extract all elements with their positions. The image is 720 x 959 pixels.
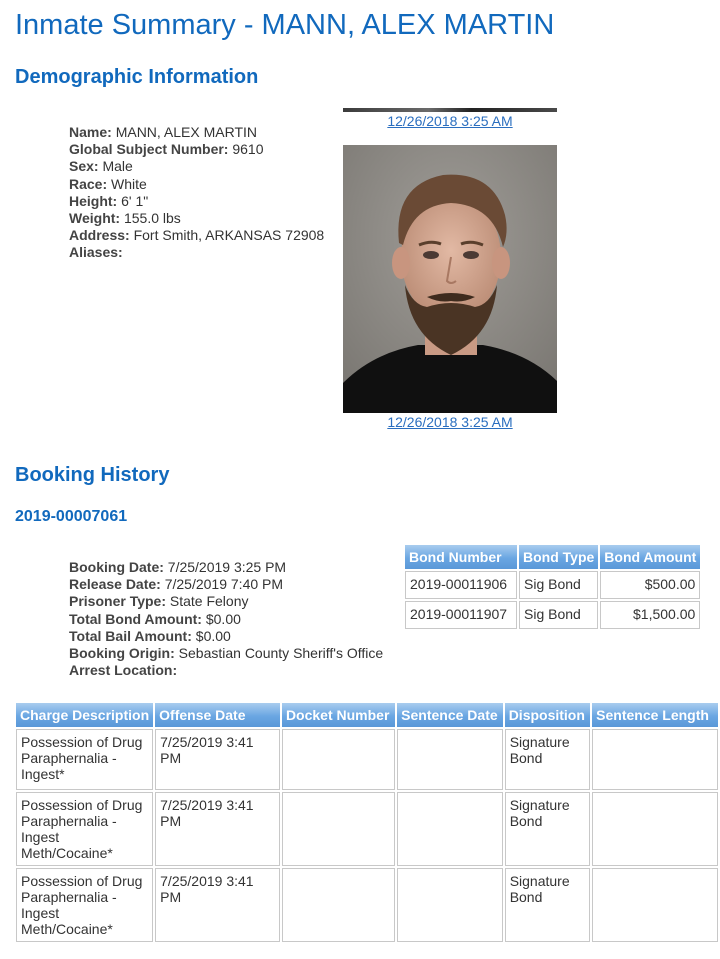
total-bond-row [69,611,383,628]
height-value: 6' 1" [121,192,149,209]
charge-row [16,792,718,866]
sentence-date-cell [397,729,503,790]
offense-date-cell: 7/25/2019 3:41 PM [155,729,280,790]
offense-date-cell: 7/25/2019 3:41 PM [155,868,280,942]
docket-number-cell [282,792,395,866]
bond-amount-header[interactable]: Bond Amount [600,545,700,569]
offense-date-header[interactable]: Offense Date [155,703,280,727]
prisoner-type-row [69,593,383,610]
release-date-label: Release Date: [69,576,161,593]
height-row [69,193,324,210]
prisoner-type-value: State Felony [169,593,249,610]
bond-row [405,571,700,599]
bond-number-cell: 2019-00011907 [405,601,517,629]
bond-number-cell: 2019-00011906 [405,571,517,599]
aliases-row [69,244,324,261]
charge-description-cell: Possession of Drug Paraphernalia - Ingest Meth/Cocaine* [16,792,153,866]
address-label: Address: [69,227,130,244]
docket-number-cell [282,868,395,942]
disposition-cell: Signature Bond [505,729,590,790]
mugshot-photo[interactable] [343,145,557,413]
bond-type-header[interactable]: Bond Type [519,545,598,569]
total-bail-value: $0.00 [195,627,231,644]
docket-number-header[interactable]: Docket Number [282,703,395,727]
race-row [69,176,324,193]
disposition-cell: Signature Bond [505,868,590,942]
previous-photo-edge [343,108,557,112]
demographic-info [69,124,324,262]
race-label: Race: [69,175,108,192]
subject-number-label: Global Subject Number: [69,141,229,158]
booking-origin-label: Booking Origin: [69,644,175,661]
sex-row [69,158,324,175]
sentence-date-header[interactable]: Sentence Date [397,703,503,727]
sentence-length-cell [592,868,718,942]
bond-amount-cell: $1,500.00 [600,601,700,629]
bond-type-cell: Sig Bond [519,571,598,599]
release-date-value: 7/25/2019 7:40 PM [164,576,284,593]
booking-info [69,559,383,679]
address-value: Fort Smith, ARKANSAS 72908 [133,227,325,244]
total-bail-label: Total Bail Amount: [69,627,192,644]
address-row [69,227,324,244]
total-bond-value: $0.00 [205,610,241,627]
total-bond-label: Total Bond Amount: [69,610,202,627]
bond-number-header[interactable]: Bond Number [405,545,517,569]
subject-number-value: 9610 [232,141,264,158]
charge-description-cell: Possession of Drug Paraphernalia - Ingest* [16,729,153,790]
release-date-row [69,576,383,593]
name-row [69,124,324,141]
charge-row [16,868,718,942]
weight-value: 155.0 lbs [123,209,181,226]
name-value: MANN, ALEX MARTIN [115,124,258,140]
subject-number-row [69,141,324,158]
bond-header-row [405,545,700,569]
aliases-label: Aliases: [69,244,123,261]
booking-date-value: 7/25/2019 3:25 PM [167,559,287,575]
mugshot-image [343,145,557,413]
bond-amount-cell: $500.00 [600,571,700,599]
disposition-header[interactable]: Disposition [505,703,590,727]
photo-date-link-top[interactable]: 12/26/2018 3:25 AM [387,113,513,129]
booking-date-row [69,559,383,576]
booking-origin-value: Sebastian County Sheriff's Office [178,644,384,661]
charge-table [14,701,720,944]
sex-label: Sex: [69,158,99,175]
charge-header-row [16,703,718,727]
disposition-cell: Signature Bond [505,792,590,866]
demographic-heading: Demographic Information [15,66,259,88]
bond-table [403,543,702,631]
prisoner-type-label: Prisoner Type: [69,593,166,610]
booking-number: 2019-00007061 [15,508,128,525]
charge-description-header[interactable]: Charge Description [16,703,153,727]
photo-date-link-bottom[interactable]: 12/26/2018 3:25 AM [387,414,513,430]
weight-label: Weight: [69,209,121,226]
sentence-length-header[interactable]: Sentence Length [592,703,718,727]
sentence-length-cell [592,792,718,866]
booking-date-label: Booking Date: [69,559,164,575]
sentence-date-cell [397,792,503,866]
race-value: White [111,175,147,192]
charge-row [16,729,718,790]
offense-date-cell: 7/25/2019 3:41 PM [155,792,280,866]
weight-row [69,210,324,227]
booking-origin-row [69,645,383,662]
booking-history-heading: Booking History [15,464,170,486]
height-label: Height: [69,192,118,209]
page-title: Inmate Summary - MANN, ALEX MARTIN [15,9,555,41]
sentence-length-cell [592,729,718,790]
bond-row [405,601,700,629]
arrest-location-row [69,662,383,679]
sex-value: Male [102,158,133,175]
bond-type-cell: Sig Bond [519,601,598,629]
arrest-location-label: Arrest Location: [69,662,178,679]
total-bail-row [69,628,383,645]
docket-number-cell [282,729,395,790]
charge-description-cell: Possession of Drug Paraphernalia - Ingest Meth/Cocaine* [16,868,153,942]
sentence-date-cell [397,868,503,942]
name-label: Name: [69,124,112,140]
